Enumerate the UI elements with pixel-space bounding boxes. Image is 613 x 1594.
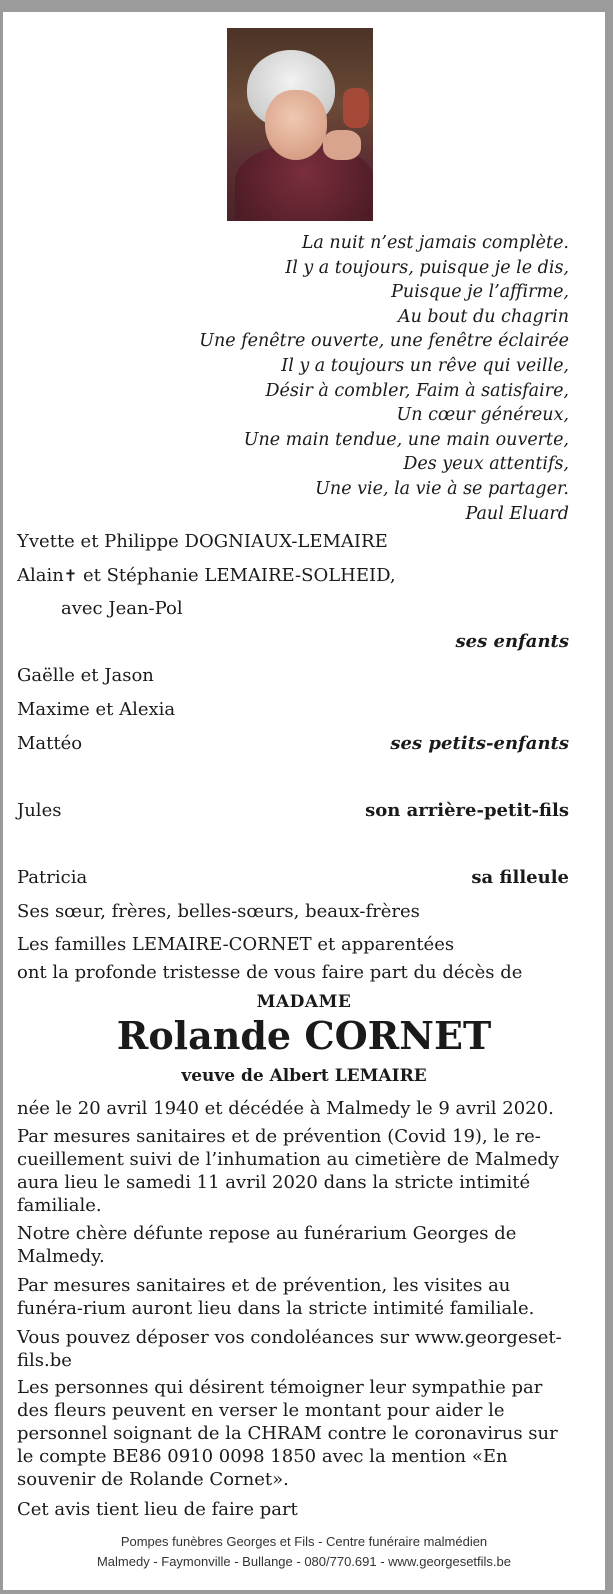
paragraph: née le 20 avril 1940 et décédée à Malmedy le 9 avril 2020. (17, 1098, 554, 1119)
family-line: Yvette et Philippe DOGNIAUX-LEMAIRE (17, 531, 388, 552)
footer-line: Pompes funèbres Georges et Fils - Centre funéraire malmédien (120, 1534, 488, 1549)
paragraph: Par mesures sanitaires et de prévention, les visites au funéra-rium auront lieu dans la stricte intimité familiale. (17, 1275, 535, 1319)
relation-label: ses petits-enfants (390, 733, 569, 754)
poem-line: La nuit n’est jamais complète. (301, 233, 569, 253)
deceased-name: Rolande CORNET (116, 1013, 492, 1058)
poem-line: Puisque je l’affirme, (391, 282, 569, 303)
relation-label: ses enfants (455, 631, 569, 652)
relation-label: sa filleule (471, 867, 569, 888)
paragraph: Les personnes qui désirent témoigner leur sympathie par des fleurs peuvent en verser le montant pour aider le personnel soignant de la CHRAM contre le coronavirus sur le compte BE86 0910 0098 1850 avec la mention «En souvenir de Rolande Cornet». (17, 1377, 558, 1490)
relation-row: Patricia sa filleule (17, 867, 569, 888)
announcement: ont la profonde tristesse de vous faire part du décès de (17, 962, 523, 983)
relation-row: Mattéo ses petits-enfants (17, 733, 569, 754)
footer-line: Malmedy - Faymonville - Bullange - 080/770.691 - www.georgesetfils.be (96, 1554, 512, 1569)
poem (9, 231, 569, 526)
poem-line: Au bout du chagrin (397, 306, 569, 327)
poem-author: Paul Eluard (465, 503, 569, 524)
poem-line: Une vie, la vie à se partager. (315, 478, 569, 499)
poem-line: Une main tendue, une main ouverte, (243, 429, 569, 450)
family-line: Alain✝ et Stéphanie LEMAIRE-SOLHEID, (17, 565, 396, 586)
family-line: Les familles LEMAIRE-CORNET et apparentées (17, 934, 455, 955)
relation-row: Jules son arrière-petit-fils (17, 800, 569, 821)
poem-line: Des yeux attentifs, (403, 454, 569, 475)
poem-line: Une fenêtre ouverte, une fenêtre éclairée (199, 331, 569, 352)
family-line: Ses sœur, frères, belles-sœurs, beaux-frères (17, 901, 420, 922)
deceased-widow: veuve de Albert LEMAIRE (181, 1066, 427, 1086)
family-line: Maxime et Alexia (17, 699, 176, 720)
portrait-photo (227, 28, 373, 221)
poem-line: Un cœur généreux, (396, 405, 569, 426)
paragraph: Notre chère défunte repose au funérarium Georges de Malmedy. (17, 1223, 517, 1267)
family-line: avec Jean-Pol (61, 598, 183, 619)
cross-icon: ✝ (63, 566, 78, 585)
funeral-home-footer (3, 1532, 605, 1572)
deceased-title: MADAME (256, 992, 352, 1012)
poem-line: Il y a toujours, puisque je le dis, (285, 257, 569, 278)
poem-line: Il y a toujours un rêve qui veille, (281, 355, 569, 376)
family-line: Gaëlle et Jason (17, 665, 154, 686)
paragraph: Vous pouvez déposer vos condoléances sur www.georgeset-fils.be (17, 1327, 562, 1371)
paragraph: Cet avis tient lieu de faire part (17, 1499, 298, 1520)
relation-label: son arrière-petit-fils (365, 800, 569, 821)
poem-line: Désir à combler, Faim à satisfaire, (265, 380, 569, 401)
paragraph: Par mesures sanitaires et de prévention (Covid 19), le re-cueillement suivi de l’inhumation au cimetière de Malmedy aura lieu le samedi 11 avril 2020 dans la stricte intimité familiale. (17, 1126, 560, 1216)
